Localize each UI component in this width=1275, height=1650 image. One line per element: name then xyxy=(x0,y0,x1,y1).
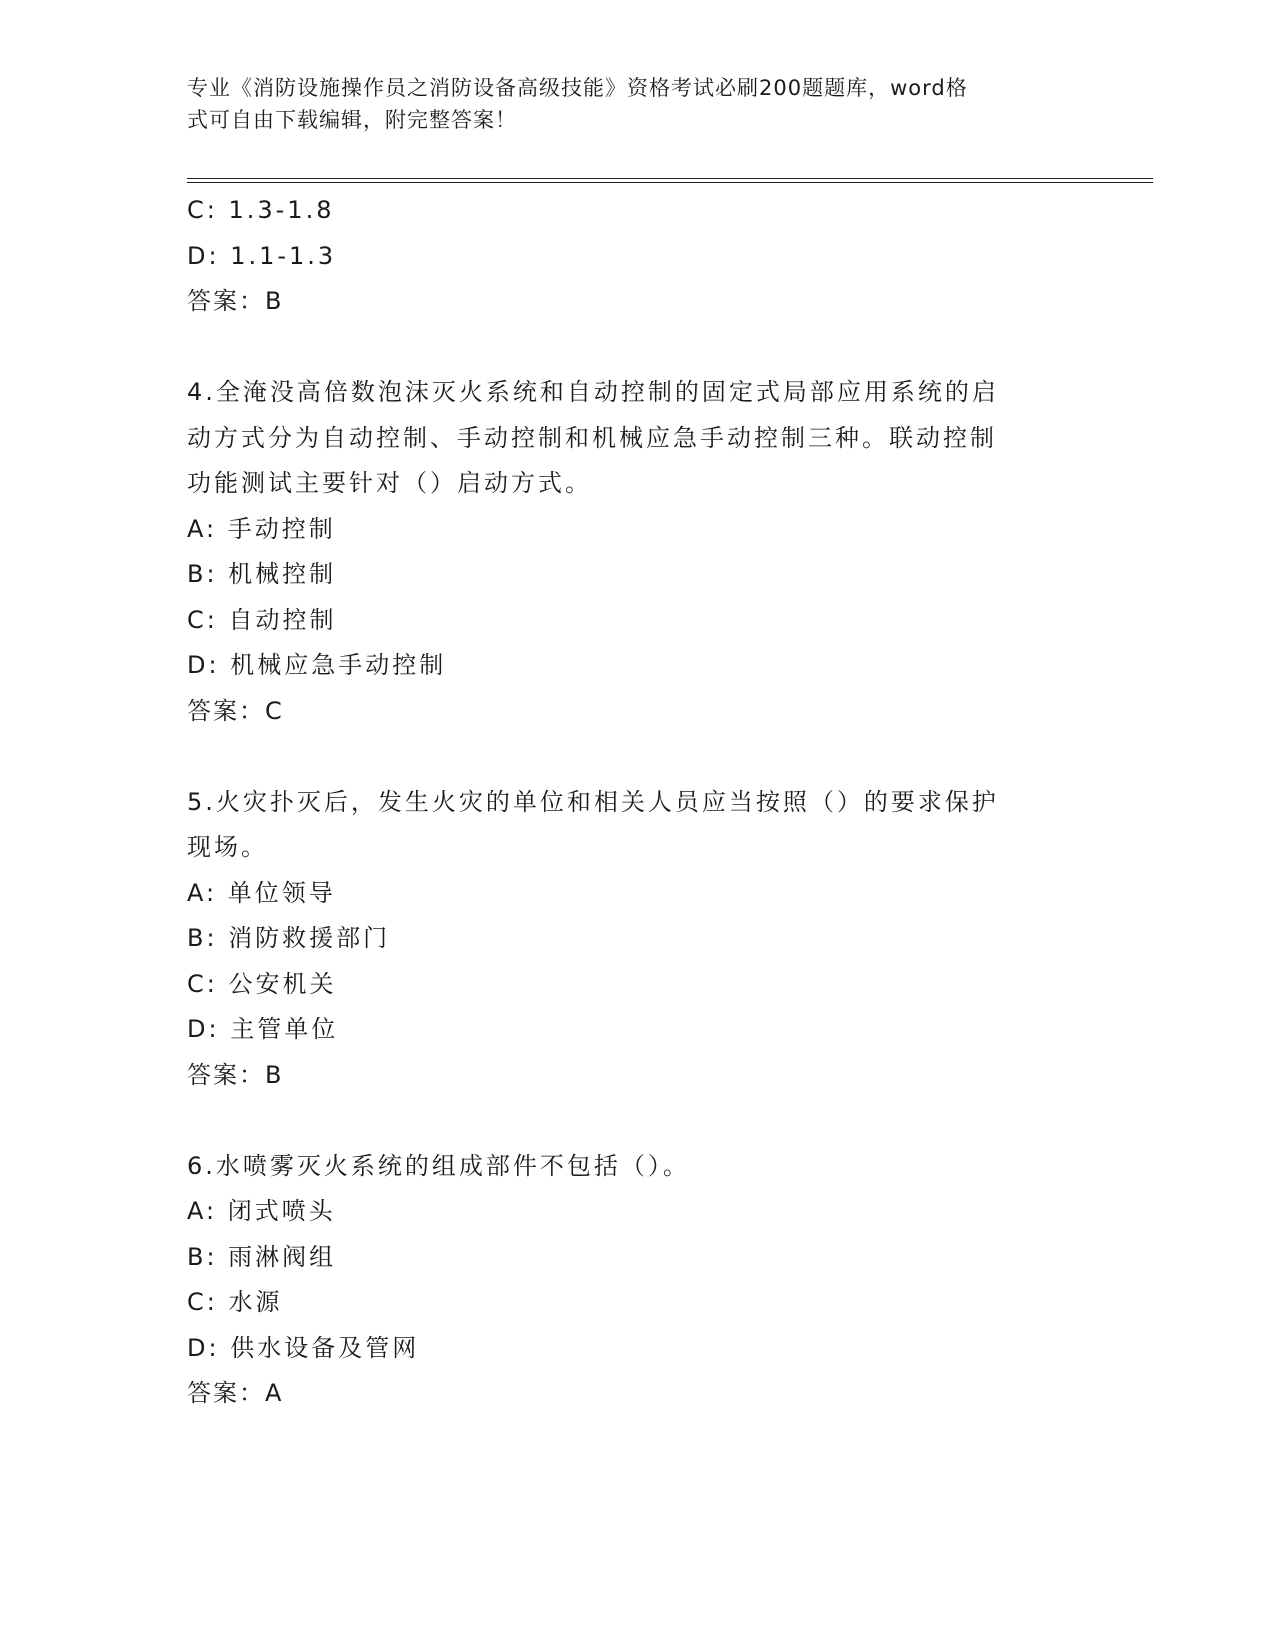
option-c: C: 1.3-1.8 xyxy=(187,196,335,224)
question-stem-line: 动方式分为自动控制、手动控制和机械应急手动控制三种。联动控制 xyxy=(187,423,997,452)
option-a: A: 单位领导 xyxy=(187,878,336,907)
answer: 答案：C xyxy=(187,696,284,725)
answer: 答案：B xyxy=(187,1060,284,1089)
option-b: B: 雨淋阀组 xyxy=(187,1242,337,1271)
header-line-2: 式可自由下载编辑，附完整答案！ xyxy=(187,108,517,132)
question-spacer xyxy=(187,1098,1087,1144)
answer: 答案：B xyxy=(187,287,284,315)
option-c: C: 自动控制 xyxy=(187,605,337,634)
option-d: D: 主管单位 xyxy=(187,1015,339,1043)
option-d: D: 机械应急手动控制 xyxy=(187,651,447,679)
option-d: D: 1.1-1.3 xyxy=(187,241,337,270)
document-header xyxy=(187,72,1067,136)
question-stem-line: 功能测试主要针对（）启动方式。 xyxy=(187,469,592,497)
question-spacer xyxy=(187,734,1087,780)
option-d: D: 供水设备及管网 xyxy=(187,1333,420,1362)
option-c: C: 公安机关 xyxy=(187,969,337,998)
question-3-tail xyxy=(187,188,1087,325)
question-stem-line: 5.火灾扑灭后，发生火灾的单位和相关人员应当按照（）的要求保护 xyxy=(187,787,999,816)
option-a: A: 闭式喷头 xyxy=(187,1197,336,1225)
header-divider-top xyxy=(187,178,1153,179)
question-stem-line: 4.全淹没高倍数泡沫灭火系统和自动控制的固定式局部应用系统的启 xyxy=(187,378,999,406)
option-b: B: 消防救援部门 xyxy=(187,924,391,952)
question-list xyxy=(187,188,1087,1417)
option-b: B: 机械控制 xyxy=(187,560,337,588)
question-spacer xyxy=(187,325,1087,371)
question-stem-line: 现场。 xyxy=(187,833,268,861)
question-5 xyxy=(187,780,1087,1099)
header-divider-bottom xyxy=(187,182,1153,183)
header-line-1: 专业《消防设施操作员之消防设备高级技能》资格考试必刷200题题库，word格 xyxy=(187,76,968,100)
option-c: C: 水源 xyxy=(187,1288,283,1316)
question-6 xyxy=(187,1144,1087,1417)
question-4 xyxy=(187,370,1087,734)
answer: 答案：A xyxy=(187,1379,284,1407)
option-a: A: 手动控制 xyxy=(187,514,336,543)
question-stem-line: 6.水喷雾灭火系统的组成部件不包括（）。 xyxy=(187,1151,690,1180)
